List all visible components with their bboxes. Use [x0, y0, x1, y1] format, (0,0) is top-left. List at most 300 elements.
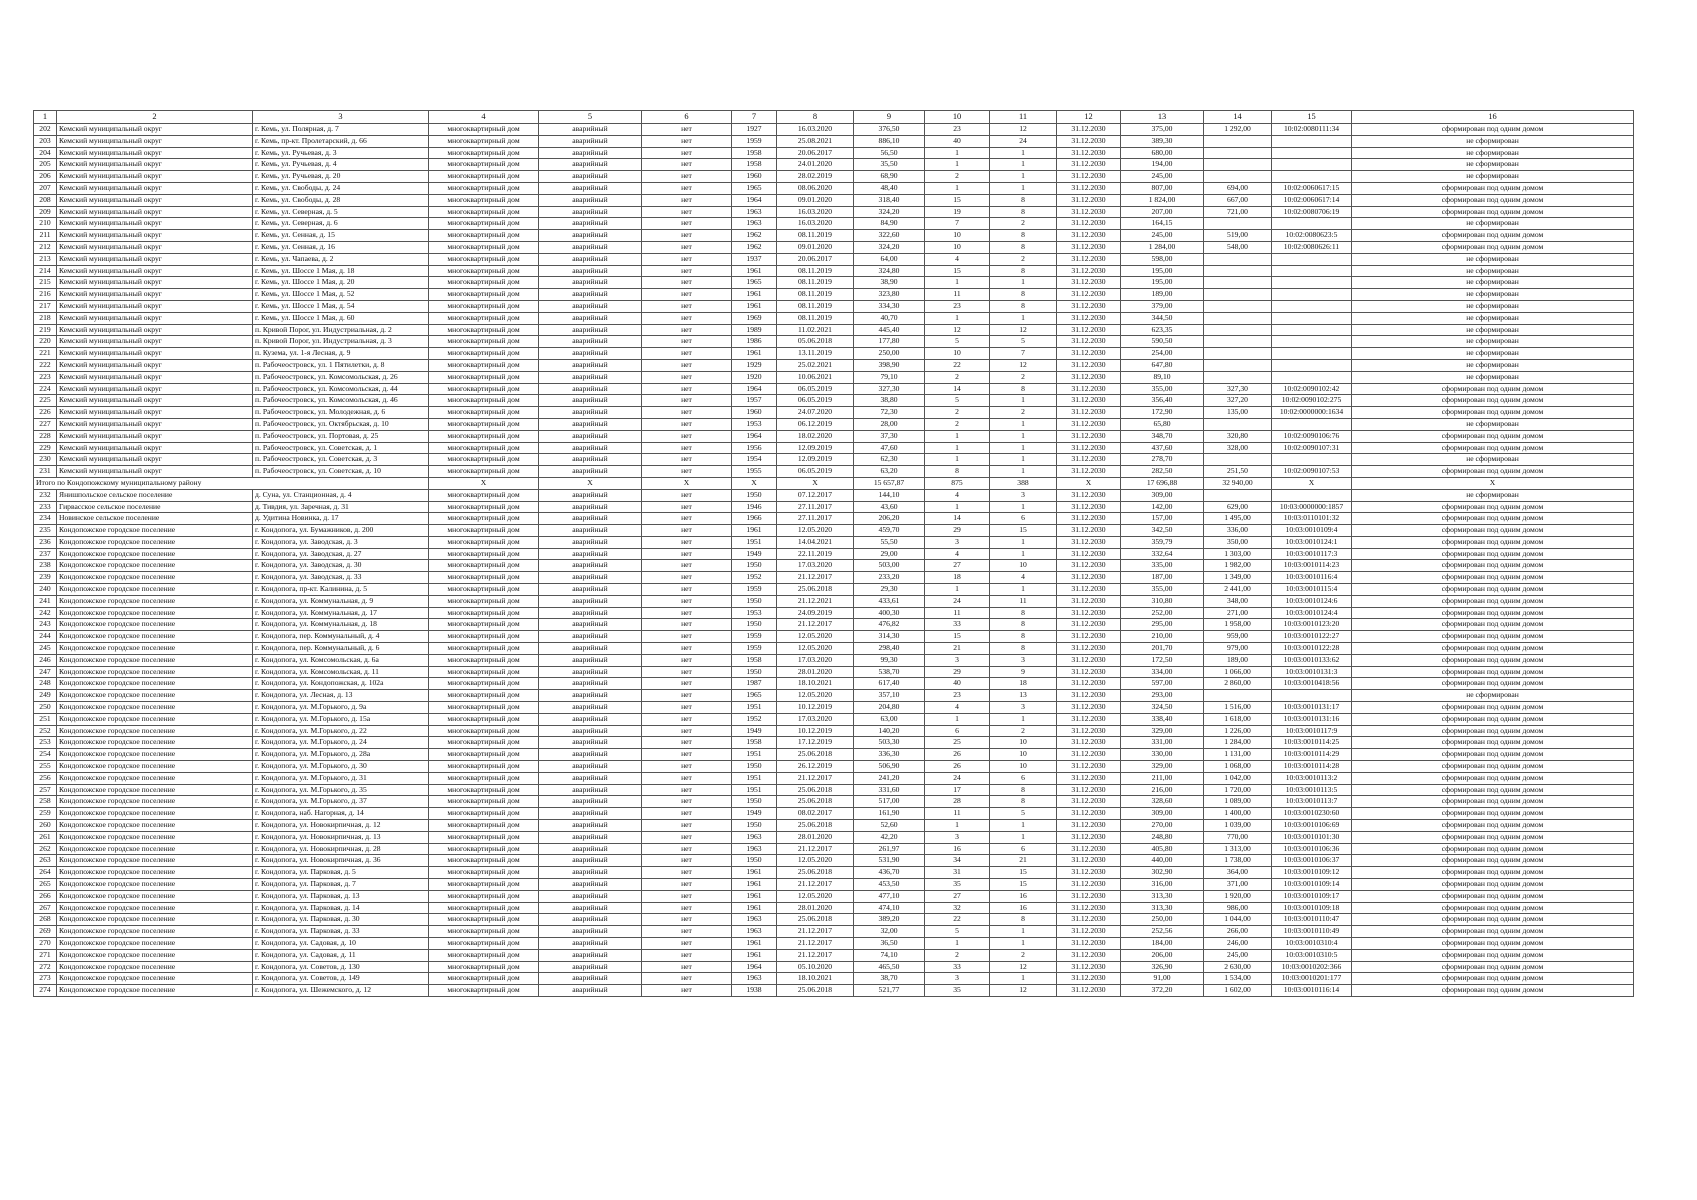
cell-6: нет — [642, 607, 732, 619]
land-status-cell: сформирован под одним домом — [1352, 666, 1634, 678]
premises-cell: 1 — [990, 926, 1057, 938]
residents-cell: 23 — [925, 124, 990, 136]
resettlement-deadline-cell: 31.12.2030 — [1057, 879, 1121, 891]
area-cell: 465,50 — [854, 961, 925, 973]
area-cell: 376,50 — [854, 124, 925, 136]
year-built-cell: 1951 — [732, 772, 777, 784]
cell-6: нет — [642, 300, 732, 312]
column-header: 8 — [777, 111, 854, 124]
residents-cell: 11 — [925, 808, 990, 820]
cell-6: нет — [642, 749, 732, 761]
resettlement-deadline-cell: 31.12.2030 — [1057, 607, 1121, 619]
cell-6: нет — [642, 182, 732, 194]
cadastral-number-cell: 10:03:0010110:47 — [1272, 914, 1352, 926]
resettlement-deadline-cell: 31.12.2030 — [1057, 525, 1121, 537]
area-cell: 538,70 — [854, 666, 925, 678]
land-area-cell — [1204, 312, 1272, 324]
table-row — [34, 265, 1634, 277]
house-type-cell: многоквартирный дом — [429, 855, 539, 867]
row-number-cell: 261 — [34, 831, 57, 843]
area-cell: 47,60 — [854, 442, 925, 454]
table-row — [34, 890, 1634, 902]
residents-cell: 4 — [925, 253, 990, 265]
cadastral-number-cell — [1272, 418, 1352, 430]
resettlement-deadline-cell: 31.12.2030 — [1057, 631, 1121, 643]
recognition-date-cell: 05.10.2020 — [777, 961, 854, 973]
address-cell: г. Кондопога, ул. М.Горького, д. 15а — [253, 713, 429, 725]
area-cell: 140,20 — [854, 725, 925, 737]
resettlement-deadline-cell: 31.12.2030 — [1057, 985, 1121, 997]
municipality-cell: Кондопожское городское поселение — [57, 595, 253, 607]
land-status-cell: сформирован под одним домом — [1352, 572, 1634, 584]
column-header: 3 — [253, 111, 429, 124]
house-type-cell: многоквартирный дом — [429, 607, 539, 619]
premises-cell: 1 — [990, 182, 1057, 194]
address-cell: г. Кемь, ул. Северная, д. 6 — [253, 218, 429, 230]
address-cell: п. Рабочеостровск, ул. Советская, д. 1 — [253, 442, 429, 454]
year-built-cell: 1961 — [732, 289, 777, 301]
year-built-cell: 1958 — [732, 159, 777, 171]
cadastral-number-cell: 10:03:0010109:18 — [1272, 902, 1352, 914]
row-number-cell: 215 — [34, 277, 57, 289]
recognition-date-cell: 25.02.2021 — [777, 359, 854, 371]
cost-cell: 164,15 — [1121, 218, 1204, 230]
resettlement-deadline-cell: 31.12.2030 — [1057, 159, 1121, 171]
residents-cell: 875 — [925, 477, 990, 489]
cell-6: нет — [642, 690, 732, 702]
house-type-cell: многоквартирный дом — [429, 513, 539, 525]
municipality-cell: Кондопожское городское поселение — [57, 855, 253, 867]
cadastral-number-cell: 10:03:0010117:9 — [1272, 725, 1352, 737]
cadastral-number-cell: 10:03:0010116:4 — [1272, 572, 1352, 584]
area-cell: 62,30 — [854, 454, 925, 466]
premises-cell: 5 — [990, 808, 1057, 820]
house-type-cell: многоквартирный дом — [429, 395, 539, 407]
premises-cell: 24 — [990, 135, 1057, 147]
condition-cell: аварийный — [539, 324, 642, 336]
recognition-date-cell: 21.12.2017 — [777, 572, 854, 584]
address-cell: г. Кондопога, ул. Заводская, д. 3 — [253, 536, 429, 548]
land-area-cell — [1204, 147, 1272, 159]
housing-register-table — [33, 110, 1634, 997]
municipality-cell: Кондопожское городское поселение — [57, 548, 253, 560]
recognition-date-cell: 12.05.2020 — [777, 690, 854, 702]
municipality-cell: Кемский муниципальный округ — [57, 159, 253, 171]
year-built-cell: 1963 — [732, 914, 777, 926]
cell-6: нет — [642, 230, 732, 242]
cadastral-number-cell — [1272, 159, 1352, 171]
premises-cell: 21 — [990, 855, 1057, 867]
land-status-cell: сформирован под одним домом — [1352, 820, 1634, 832]
land-area-cell: 1 495,00 — [1204, 513, 1272, 525]
year-built-cell: 1920 — [732, 371, 777, 383]
premises-cell: 1 — [990, 973, 1057, 985]
table-row — [34, 678, 1634, 690]
condition-cell: аварийный — [539, 147, 642, 159]
land-area-cell: 986,00 — [1204, 902, 1272, 914]
municipality-cell: Кемский муниципальный округ — [57, 218, 253, 230]
land-area-cell: 246,00 — [1204, 937, 1272, 949]
area-cell: 323,80 — [854, 289, 925, 301]
land-area-cell: 336,00 — [1204, 525, 1272, 537]
municipality-cell: Кондопожское городское поселение — [57, 831, 253, 843]
area-cell: 327,30 — [854, 383, 925, 395]
cell-6: нет — [642, 784, 732, 796]
year-built-cell: X — [732, 477, 777, 489]
year-built-cell: 1950 — [732, 761, 777, 773]
land-area-cell: 721,00 — [1204, 206, 1272, 218]
municipality-cell: Кемский муниципальный округ — [57, 407, 253, 419]
address-cell: п. Рабочеостровск, ул. Советская, д. 10 — [253, 466, 429, 478]
residents-cell: 1 — [925, 937, 990, 949]
house-type-cell: многоквартирный дом — [429, 572, 539, 584]
table-row — [34, 937, 1634, 949]
land-status-cell: не сформирован — [1352, 159, 1634, 171]
land-area-cell: 1 284,00 — [1204, 737, 1272, 749]
year-built-cell: 1956 — [732, 442, 777, 454]
condition-cell: аварийный — [539, 572, 642, 584]
land-area-cell — [1204, 159, 1272, 171]
cost-cell: 195,00 — [1121, 265, 1204, 277]
land-status-cell: сформирован под одним домом — [1352, 749, 1634, 761]
residents-cell: 11 — [925, 607, 990, 619]
residents-cell: 22 — [925, 914, 990, 926]
premises-cell: 8 — [990, 265, 1057, 277]
land-status-cell: не сформирован — [1352, 489, 1634, 501]
table-row — [34, 548, 1634, 560]
cadastral-number-cell: 10:03:0010114:29 — [1272, 749, 1352, 761]
condition-cell: аварийный — [539, 784, 642, 796]
cost-cell: 389,30 — [1121, 135, 1204, 147]
total-row — [34, 477, 1634, 489]
area-cell: 433,61 — [854, 595, 925, 607]
row-number-cell: 265 — [34, 879, 57, 891]
residents-cell: 5 — [925, 395, 990, 407]
cost-cell: 254,00 — [1121, 348, 1204, 360]
recognition-date-cell: 25.06.2018 — [777, 914, 854, 926]
municipality-cell: Кондопожское городское поселение — [57, 772, 253, 784]
land-status-cell: сформирован под одним домом — [1352, 843, 1634, 855]
municipality-cell: Кондопожское городское поселение — [57, 690, 253, 702]
resettlement-deadline-cell: 31.12.2030 — [1057, 926, 1121, 938]
house-type-cell: многоквартирный дом — [429, 501, 539, 513]
resettlement-deadline-cell: 31.12.2030 — [1057, 772, 1121, 784]
house-type-cell: многоквартирный дом — [429, 961, 539, 973]
year-built-cell: 1961 — [732, 902, 777, 914]
land-status-cell: сформирован под одним домом — [1352, 902, 1634, 914]
premises-cell: 4 — [990, 572, 1057, 584]
table-row — [34, 702, 1634, 714]
municipality-cell: Кондопожское городское поселение — [57, 867, 253, 879]
premises-cell: 12 — [990, 985, 1057, 997]
area-cell: 68,90 — [854, 171, 925, 183]
land-area-cell: 548,00 — [1204, 241, 1272, 253]
cell-6: нет — [642, 713, 732, 725]
cadastral-number-cell: 10:03:0010122:28 — [1272, 643, 1352, 655]
resettlement-deadline-cell: 31.12.2030 — [1057, 194, 1121, 206]
land-status-cell: сформирован под одним домом — [1352, 584, 1634, 596]
cadastral-number-cell: 10:03:0010201:177 — [1272, 973, 1352, 985]
recognition-date-cell: 06.12.2019 — [777, 418, 854, 430]
land-status-cell: сформирован под одним домом — [1352, 654, 1634, 666]
cost-cell: 313,30 — [1121, 902, 1204, 914]
house-type-cell: многоквартирный дом — [429, 442, 539, 454]
address-cell: г. Кондопога, ул. Парковая, д. 14 — [253, 902, 429, 914]
resettlement-deadline-cell: 31.12.2030 — [1057, 501, 1121, 513]
cost-cell: 335,00 — [1121, 560, 1204, 572]
condition-cell: аварийный — [539, 241, 642, 253]
cell-6: нет — [642, 171, 732, 183]
table-row — [34, 619, 1634, 631]
address-cell: г. Кондопога, ул. Комсомольская, д. 6а — [253, 654, 429, 666]
recognition-date-cell: X — [777, 477, 854, 489]
house-type-cell: многоквартирный дом — [429, 560, 539, 572]
address-cell: г. Кондопога, пер. Коммунальный, д. 6 — [253, 643, 429, 655]
table-row — [34, 690, 1634, 702]
area-cell: 29,00 — [854, 548, 925, 560]
area-cell: 38,70 — [854, 973, 925, 985]
residents-cell: 14 — [925, 383, 990, 395]
residents-cell: 1 — [925, 147, 990, 159]
cadastral-number-cell: 10:03:0010310:4 — [1272, 937, 1352, 949]
area-cell: 476,82 — [854, 619, 925, 631]
residents-cell: 14 — [925, 513, 990, 525]
land-status-cell: сформирован под одним домом — [1352, 937, 1634, 949]
resettlement-deadline-cell: 31.12.2030 — [1057, 230, 1121, 242]
house-type-cell: многоквартирный дом — [429, 867, 539, 879]
year-built-cell: 1961 — [732, 949, 777, 961]
address-cell: г. Кондопога, ул. Коммунальная, д. 17 — [253, 607, 429, 619]
year-built-cell: 1986 — [732, 336, 777, 348]
land-status-cell: сформирован под одним домом — [1352, 643, 1634, 655]
area-cell: 261,97 — [854, 843, 925, 855]
area-cell: 52,60 — [854, 820, 925, 832]
year-built-cell: 1958 — [732, 147, 777, 159]
condition-cell: аварийный — [539, 277, 642, 289]
area-cell: 886,10 — [854, 135, 925, 147]
premises-cell: 8 — [990, 206, 1057, 218]
table-row — [34, 371, 1634, 383]
area-cell: 474,10 — [854, 902, 925, 914]
house-type-cell: многоквартирный дом — [429, 206, 539, 218]
area-cell: 64,00 — [854, 253, 925, 265]
year-built-cell: 1954 — [732, 454, 777, 466]
cadastral-number-cell: 10:03:0010202:366 — [1272, 961, 1352, 973]
cadastral-number-cell: 10:03:0010101:30 — [1272, 831, 1352, 843]
land-status-cell: сформирован под одним домом — [1352, 784, 1634, 796]
row-number-cell: 253 — [34, 737, 57, 749]
cell-6: нет — [642, 560, 732, 572]
land-area-cell: 2 441,00 — [1204, 584, 1272, 596]
land-area-cell: 2 860,00 — [1204, 678, 1272, 690]
cost-cell: 248,80 — [1121, 831, 1204, 843]
municipality-cell: Янишпольское сельское поселение — [57, 489, 253, 501]
total-label-cell: Итого по Кондопожскому муниципальному району — [34, 477, 429, 489]
house-type-cell: многоквартирный дом — [429, 371, 539, 383]
year-built-cell: 1949 — [732, 808, 777, 820]
recognition-date-cell: 16.03.2020 — [777, 218, 854, 230]
house-type-cell: многоквартирный дом — [429, 890, 539, 902]
condition-cell: аварийный — [539, 395, 642, 407]
resettlement-deadline-cell: 31.12.2030 — [1057, 914, 1121, 926]
premises-cell: 11 — [990, 595, 1057, 607]
cell-6: нет — [642, 949, 732, 961]
cost-cell: 245,00 — [1121, 171, 1204, 183]
address-cell: п. Рабочеостровск, ул. Октябрьская, д. 10 — [253, 418, 429, 430]
cell-6: нет — [642, 277, 732, 289]
row-number-cell: 241 — [34, 595, 57, 607]
recognition-date-cell: 25.06.2018 — [777, 584, 854, 596]
condition-cell: аварийный — [539, 985, 642, 997]
house-type-cell: многоквартирный дом — [429, 289, 539, 301]
land-status-cell: сформирован под одним домом — [1352, 772, 1634, 784]
cost-cell: 330,00 — [1121, 749, 1204, 761]
recognition-date-cell: 08.11.2019 — [777, 300, 854, 312]
residents-cell: 26 — [925, 749, 990, 761]
house-type-cell: многоквартирный дом — [429, 678, 539, 690]
address-cell: г. Кондопога, ул. Шежемского, д. 12 — [253, 985, 429, 997]
cadastral-number-cell: 10:03:0010109:4 — [1272, 525, 1352, 537]
land-status-cell: сформирован под одним домом — [1352, 808, 1634, 820]
address-cell: г. Кемь, ул. Шоссе 1 Мая, д. 54 — [253, 300, 429, 312]
municipality-cell: Кондопожское городское поселение — [57, 796, 253, 808]
municipality-cell: Кемский муниципальный округ — [57, 171, 253, 183]
condition-cell: аварийный — [539, 442, 642, 454]
premises-cell: 3 — [990, 654, 1057, 666]
table-row — [34, 973, 1634, 985]
municipality-cell: Кондопожское городское поселение — [57, 654, 253, 666]
recognition-date-cell: 12.05.2020 — [777, 890, 854, 902]
year-built-cell: 1946 — [732, 501, 777, 513]
cell-6: нет — [642, 961, 732, 973]
table-row — [34, 867, 1634, 879]
table-row — [34, 300, 1634, 312]
residents-cell: 2 — [925, 407, 990, 419]
cost-cell: 329,00 — [1121, 761, 1204, 773]
year-built-cell: 1952 — [732, 713, 777, 725]
cadastral-number-cell: 10:03:0000000:1857 — [1272, 501, 1352, 513]
resettlement-deadline-cell: 31.12.2030 — [1057, 867, 1121, 879]
address-cell: г. Кондопога, ул. Новокирпичная, д. 36 — [253, 855, 429, 867]
house-type-cell: многоквартирный дом — [429, 182, 539, 194]
municipality-cell: Кондопожское городское поселение — [57, 784, 253, 796]
residents-cell: 31 — [925, 867, 990, 879]
address-cell: г. Кондопога, пер. Коммунальный, д. 4 — [253, 631, 429, 643]
area-cell: 63,00 — [854, 713, 925, 725]
column-number-row — [34, 111, 1634, 124]
cadastral-number-cell — [1272, 324, 1352, 336]
condition-cell: аварийный — [539, 124, 642, 136]
residents-cell: 8 — [925, 466, 990, 478]
year-built-cell: 1938 — [732, 985, 777, 997]
house-type-cell: многоквартирный дом — [429, 324, 539, 336]
municipality-cell: Кемский муниципальный округ — [57, 206, 253, 218]
land-status-cell: не сформирован — [1352, 135, 1634, 147]
residents-cell: 2 — [925, 371, 990, 383]
area-cell: 250,00 — [854, 348, 925, 360]
resettlement-deadline-cell: 31.12.2030 — [1057, 619, 1121, 631]
land-status-cell: сформирован под одним домом — [1352, 961, 1634, 973]
condition-cell: аварийный — [539, 737, 642, 749]
house-type-cell: многоквартирный дом — [429, 454, 539, 466]
address-cell: п. Рабочеостровск, ул. Комсомольская, д. 44 — [253, 383, 429, 395]
cost-cell: 338,40 — [1121, 713, 1204, 725]
house-type-cell: многоквартирный дом — [429, 737, 539, 749]
recognition-date-cell: 11.02.2021 — [777, 324, 854, 336]
cell-6: нет — [642, 737, 732, 749]
resettlement-deadline-cell: 31.12.2030 — [1057, 654, 1121, 666]
cell-6: нет — [642, 879, 732, 891]
condition-cell: аварийный — [539, 796, 642, 808]
year-built-cell: 1961 — [732, 890, 777, 902]
land-area-cell: 32 940,00 — [1204, 477, 1272, 489]
area-cell: 40,70 — [854, 312, 925, 324]
cost-cell: 250,00 — [1121, 914, 1204, 926]
recognition-date-cell: 08.11.2019 — [777, 312, 854, 324]
cell-6: нет — [642, 253, 732, 265]
cost-cell: 207,00 — [1121, 206, 1204, 218]
land-area-cell: 348,00 — [1204, 595, 1272, 607]
cadastral-number-cell — [1272, 359, 1352, 371]
year-built-cell: 1963 — [732, 218, 777, 230]
land-area-cell — [1204, 300, 1272, 312]
house-type-cell: многоквартирный дом — [429, 466, 539, 478]
municipality-cell: Кемский муниципальный округ — [57, 230, 253, 242]
year-built-cell: 1963 — [732, 843, 777, 855]
recognition-date-cell: 18.10.2021 — [777, 973, 854, 985]
cadastral-number-cell: 10:02:0090107:53 — [1272, 466, 1352, 478]
table-row — [34, 418, 1634, 430]
row-number-cell: 251 — [34, 713, 57, 725]
resettlement-deadline-cell: 31.12.2030 — [1057, 206, 1121, 218]
row-number-cell: 240 — [34, 584, 57, 596]
cell-6: нет — [642, 336, 732, 348]
cost-cell: 437,60 — [1121, 442, 1204, 454]
condition-cell: аварийный — [539, 690, 642, 702]
row-number-cell: 260 — [34, 820, 57, 832]
row-number-cell: 246 — [34, 654, 57, 666]
municipality-cell: Кондопожское городское поселение — [57, 619, 253, 631]
condition-cell: аварийный — [539, 619, 642, 631]
residents-cell: 32 — [925, 902, 990, 914]
residents-cell: 1 — [925, 584, 990, 596]
municipality-cell: Кондопожское городское поселение — [57, 985, 253, 997]
premises-cell: 3 — [990, 489, 1057, 501]
premises-cell: 1 — [990, 536, 1057, 548]
land-status-cell: X — [1352, 477, 1634, 489]
land-status-cell: сформирован под одним домом — [1352, 737, 1634, 749]
premises-cell: 15 — [990, 879, 1057, 891]
land-area-cell — [1204, 289, 1272, 301]
area-cell: 204,80 — [854, 702, 925, 714]
land-status-cell: не сформирован — [1352, 312, 1634, 324]
municipality-cell: Кондопожское городское поселение — [57, 902, 253, 914]
column-header: 14 — [1204, 111, 1272, 124]
address-cell: п. Рабочеостровск, ул. Молодежная, д. 6 — [253, 407, 429, 419]
resettlement-deadline-cell: 31.12.2030 — [1057, 312, 1121, 324]
premises-cell: 10 — [990, 737, 1057, 749]
cadastral-number-cell: 10:03:0010113:7 — [1272, 796, 1352, 808]
year-built-cell: 1961 — [732, 867, 777, 879]
cost-cell: 1 824,00 — [1121, 194, 1204, 206]
cadastral-number-cell: 10:02:0090102:42 — [1272, 383, 1352, 395]
premises-cell: 1 — [990, 147, 1057, 159]
year-built-cell: 1951 — [732, 784, 777, 796]
row-number-cell: 234 — [34, 513, 57, 525]
year-built-cell: 1953 — [732, 418, 777, 430]
cell-6: нет — [642, 772, 732, 784]
cell-6: нет — [642, 867, 732, 879]
